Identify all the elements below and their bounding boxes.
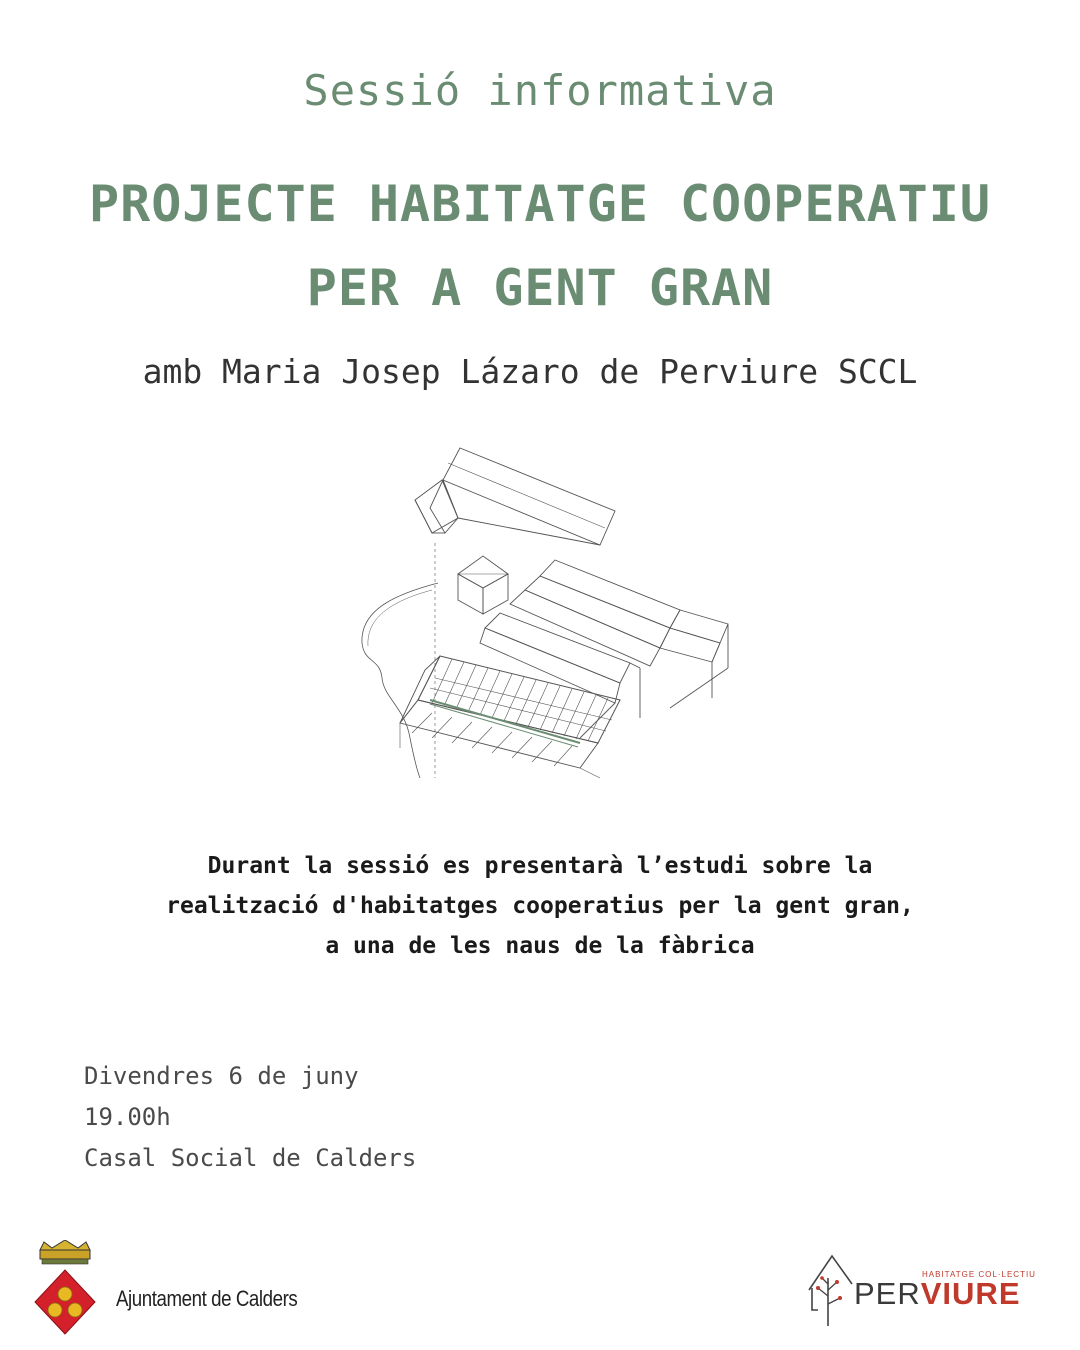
perviure-name-part-2: VIURE <box>920 1276 1021 1311</box>
event-time: 19.00h <box>84 1103 171 1131</box>
perviure-logo <box>804 1248 1054 1332</box>
calders-name: Ajuntament de Calders <box>116 1286 298 1311</box>
description-line-3: a una de les naus de la fàbrica <box>325 933 755 959</box>
event-date: Divendres 6 de juny <box>84 1062 359 1090</box>
description-line-2: realització d'habitatges cooperatius per la gent gran, <box>166 893 914 919</box>
event-place: Casal Social de Calders <box>84 1144 417 1172</box>
calders-logo <box>30 1240 330 1340</box>
axonometric-building-drawing-icon <box>340 438 740 788</box>
perviure-name-part-1: PER <box>854 1276 921 1311</box>
session-description <box>60 846 1020 966</box>
project-title <box>0 162 1080 330</box>
perviure-tagline: HABITATGE COL·LECTIU <box>922 1270 1036 1279</box>
session-subtitle: Sessió informativa <box>303 66 777 115</box>
project-title-line-2: PER A GENT GRAN <box>306 259 774 317</box>
description-line-1: Durant la sessió es presentarà l’estudi sobre la <box>207 853 873 879</box>
perviure-name <box>854 1276 1021 1312</box>
project-title-line-1: PROJECTE HABITATGE COOPERATIU <box>89 175 991 233</box>
house-tree-icon <box>804 1248 854 1328</box>
calders-coat-of-arms-icon <box>30 1240 110 1340</box>
event-details <box>84 1056 416 1179</box>
presenter-line: amb Maria Josep Lázaro de Perviure SCCL <box>142 352 918 391</box>
